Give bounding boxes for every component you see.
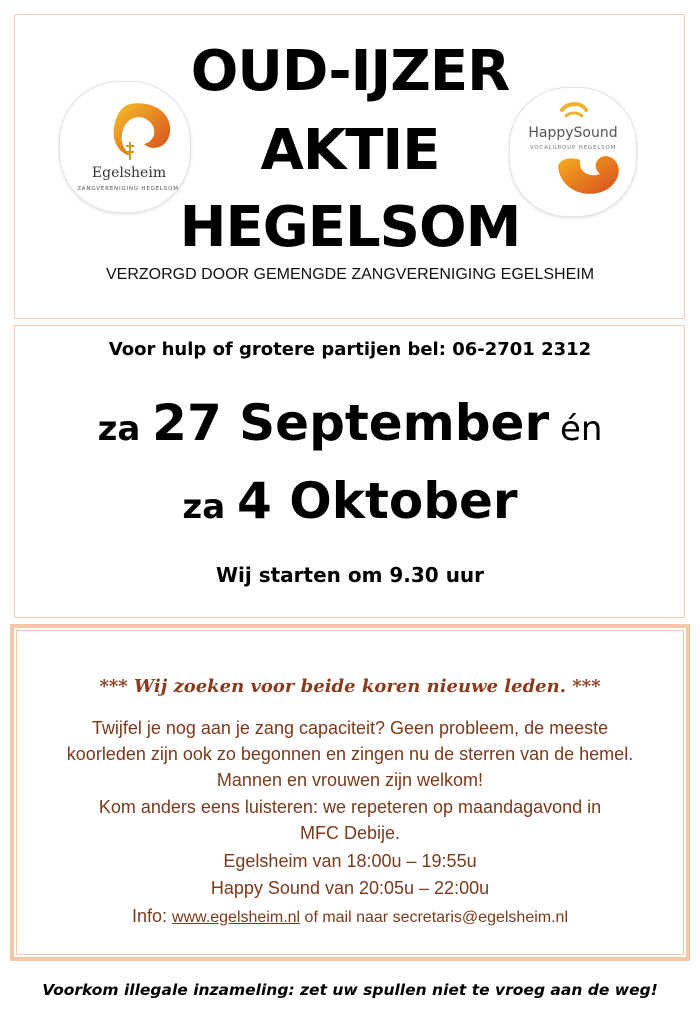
- organizer-subtitle: VERZORGD DOOR GEMENGDE ZANGVERENIGING EGELSHEIM: [105, 266, 595, 283]
- info-line: [0, 906, 700, 927]
- help-phone-text: Voor hulp of grotere partijen bel: 06-2701 2312: [108, 339, 592, 360]
- date1-main: 27 September: [152, 394, 550, 452]
- logo-left-name: Egelsheim: [91, 165, 167, 181]
- website-link[interactable]: www.egelsheim.nl: [172, 909, 301, 926]
- logo-right-name: HappySound: [528, 125, 618, 141]
- title-line-2: AKTIE: [260, 118, 440, 183]
- title-line-3: HEGELSOM: [179, 195, 521, 260]
- recruitment-line-1: Twijfel je nog aan je zang capaciteit? Geen probleem, de meeste: [91, 718, 609, 738]
- recruitment-heading: *** Wij zoeken voor beide koren nieuwe leden. ***: [99, 676, 601, 697]
- recruitment-line-3: Mannen en vrouwen zijn welkom!: [216, 770, 484, 790]
- recruitment-line-7: Happy Sound van 20:05u – 22:00u: [210, 878, 490, 898]
- date1-prefix: za: [97, 409, 153, 449]
- date2-prefix: za: [182, 487, 237, 527]
- date-line-1: [0, 394, 700, 452]
- recruitment-line-4: Kom anders eens luisteren: we repeteren op maandagavond in: [98, 797, 602, 817]
- recruitment-line-6: Egelsheim van 18:00u – 19:55u: [223, 851, 477, 871]
- logo-left-subtitle: ZANGVERENIGING HEGELSOM: [77, 186, 179, 192]
- title-line-1: OUD-IJZER: [190, 39, 510, 104]
- footer-warning: Voorkom illegale inzameling: zet uw spullen niet te vroeg aan de weg!: [42, 981, 658, 999]
- start-time-text: Wij starten om 9.30 uur: [215, 563, 485, 587]
- logo-right-subtitle: VOCALGROUP HEGELSOM: [529, 145, 617, 151]
- recruitment-line-2: koorleden zijn ook zo begonnen en zingen nu de sterren van de hemel.: [66, 744, 634, 764]
- info-email-text: of mail naar secretaris@egelsheim.nl: [300, 909, 568, 926]
- recruitment-line-5: MFC Debije.: [299, 823, 401, 843]
- date1-suffix: én: [549, 409, 603, 449]
- date2-main: 4 Oktober: [237, 472, 518, 530]
- date-line-2: [0, 472, 700, 530]
- info-label: Info:: [132, 906, 173, 926]
